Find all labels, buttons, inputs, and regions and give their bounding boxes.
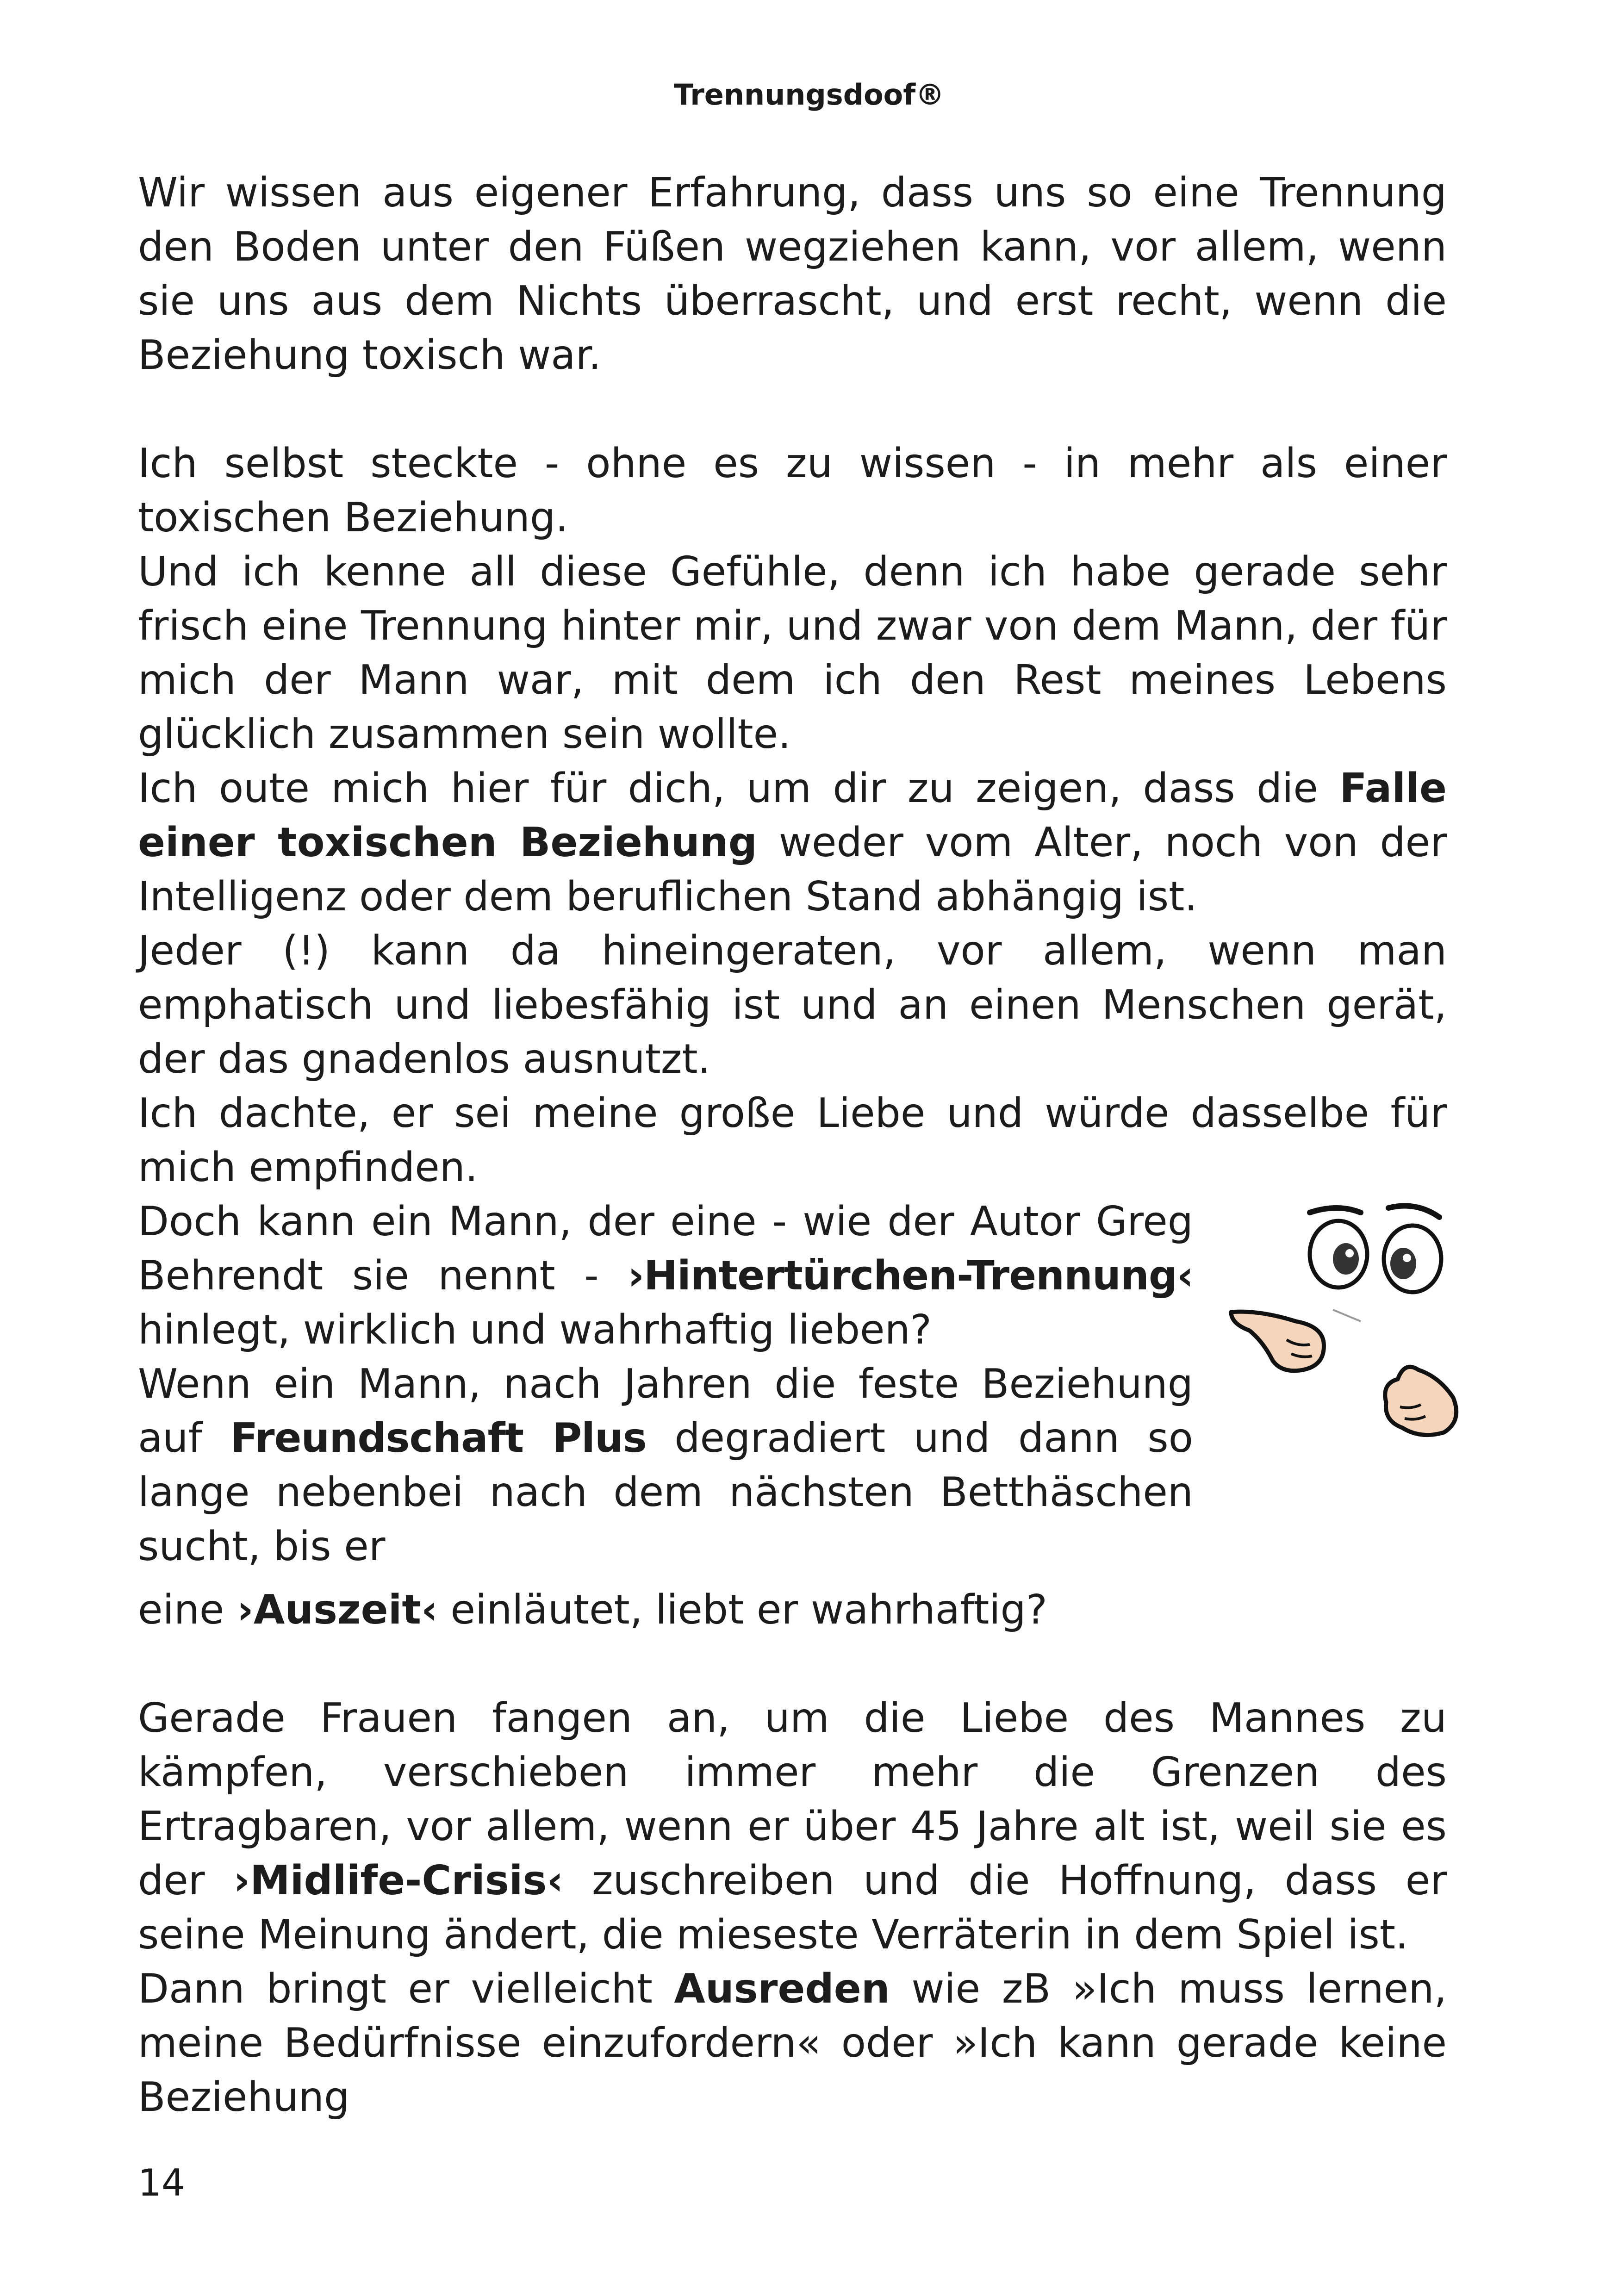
paragraph-8-text-a: Wenn ein Mann, nach Jahren die feste Beziehung auf xyxy=(138,1360,1193,1462)
page-number: 14 xyxy=(138,2161,185,2204)
paragraph-7-text-b: hinlegt, wirklich und wahrhaftig lieben? xyxy=(138,1306,932,1353)
paragraph-8-emphasis-2: ›Auszeit‹ xyxy=(237,1586,438,1633)
running-header: Trennungsdoof® xyxy=(673,78,945,112)
body-text xyxy=(138,166,1447,2124)
paragraph-8-text-b: degradiert und dann so lange nebenbei nach dem nächsten Betthäschen sucht, bis er xyxy=(138,1414,1193,1570)
paragraph-7 xyxy=(138,1195,1193,1357)
paragraph-5: Jeder (!) kann da hineingeraten, vor allem, wenn man emphatisch und liebesfähig ist und an einen Menschen gerät, der das gnadenlos ausnutzt. xyxy=(138,927,1447,1083)
paragraph-9-text-b: zuschreiben und die Hoffnung, dass er seine Meinung ändert, die mieseste Verräterin in dem Spiel ist. xyxy=(138,1857,1447,1958)
paragraph-7-text-a: Doch kann ein Mann, der eine - wie der Autor Greg Behrendt sie nennt - xyxy=(138,1198,1193,1299)
paragraph-10-text-a: Dann bringt er vielleicht xyxy=(138,1965,674,2012)
paragraph-8-text-d: einläutet, liebt er wahrhaftig? xyxy=(437,1586,1047,1633)
paragraph-3: Und ich kenne all diese Gefühle, denn ich habe gerade sehr frisch eine Trennung hinter mir, und zwar von dem Mann, der für mich der Mann war, mit dem ich den Rest meines Lebens glücklich zusammen sein wollte. xyxy=(138,548,1447,758)
paragraph-9-emphasis: ›Midlife-Crisis‹ xyxy=(233,1857,564,1904)
paragraph-9 xyxy=(138,1691,1447,1962)
paragraph-4-text-b: weder vom Alter, noch von der Intelligenz oder dem beruflichen Stand abhängig ist. xyxy=(138,819,1447,920)
cartoon-eyes-pointing-hands-icon xyxy=(1222,1194,1462,1453)
paragraph-4-text-a: Ich oute mich hier für dich, um dir zu zeigen, dass die xyxy=(138,765,1340,812)
paragraph-8 xyxy=(138,1357,1193,1574)
paragraph-4-emphasis: Falle einer toxischen Beziehung xyxy=(138,765,1447,866)
paragraph-10-emphasis: Ausreden xyxy=(674,1965,890,2012)
paragraph-10-text-b: wie zB »Ich muss lernen, meine Bedürfnisse einzufordern« oder »Ich kann gerade keine Beziehung xyxy=(138,1965,1447,2121)
paragraph-4 xyxy=(138,761,1447,924)
paragraph-9-text-a: Gerade Frauen fangen an, um die Liebe des Mannes zu kämpfen, verschieben immer mehr die Grenzen des Ertragbaren, vor allem, wenn er über 45 Jahre alt ist, weil sie es der xyxy=(138,1694,1447,1904)
paragraph-10 xyxy=(138,1962,1447,2124)
paragraph-8-text-c: eine xyxy=(138,1586,237,1633)
paragraph-2: Ich selbst steckte - ohne es zu wissen - in mehr als einer toxischen Beziehung. xyxy=(138,440,1447,541)
paragraph-7-emphasis: ›Hintertürchen-Trennung‹ xyxy=(628,1252,1193,1299)
paragraph-8-last-line xyxy=(138,1583,1447,1637)
paragraph-6: Ich dachte, er sei meine große Liebe und würde dasselbe für mich empfinden. xyxy=(138,1089,1447,1191)
paragraph-8-emphasis: Freundschaft Plus xyxy=(230,1414,647,1462)
paragraph-1: Wir wissen aus eigener Erfahrung, dass uns so eine Trennung den Boden unter den Füßen wegziehen kann, vor allem, wenn sie uns aus dem Nichts überrascht, und erst recht, wenn die Beziehung toxisch war. xyxy=(138,169,1447,379)
